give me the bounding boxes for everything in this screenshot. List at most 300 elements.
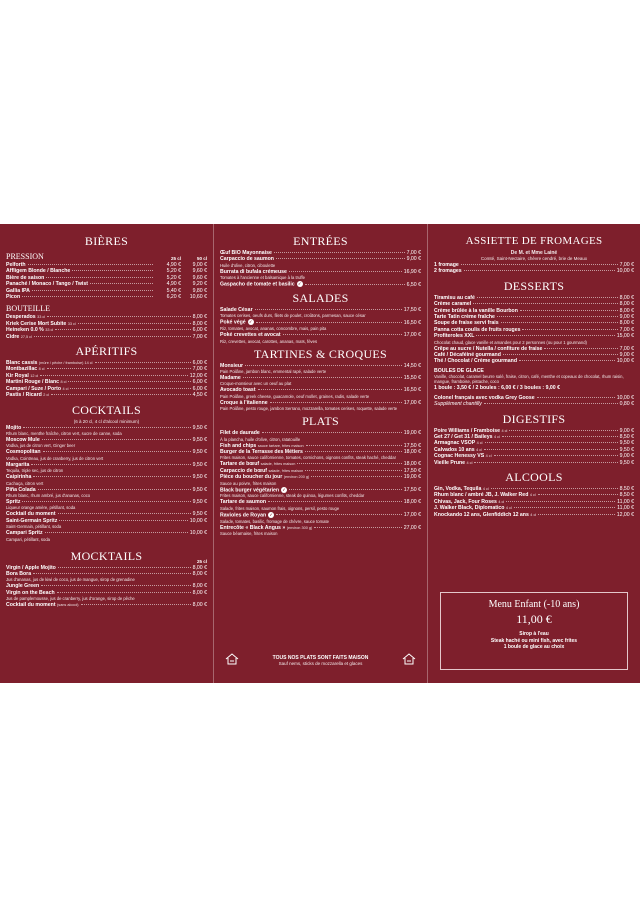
section-title-fromages: ASSIETTE DE FROMAGES	[465, 235, 603, 247]
kids-menu-title: Menu Enfant (-10 ans)	[488, 599, 580, 610]
item-name-text: Panna cotta coulis de fruits rouges	[434, 326, 521, 333]
item-name-text: Panaché / Monaco / Tango / Twist	[6, 281, 88, 288]
item-name-text: Rhum blanc / ambré JB, J. Walker Red	[434, 492, 529, 499]
kids-menu-item: Steak haché ou mini fish, avec frites	[490, 637, 578, 644]
item-name-text: Avocado toast	[220, 387, 256, 394]
alcools-list	[434, 486, 634, 518]
item-volume: 8 cl	[38, 367, 45, 372]
fromages-list	[434, 262, 634, 275]
section-title-alcools: ALCOOLS	[505, 469, 563, 484]
item-name-text: Madame	[220, 375, 241, 381]
mocktails-list	[6, 565, 207, 609]
item-price: 8,50 €	[619, 492, 634, 499]
item-name-text: Montbazillac	[6, 366, 38, 373]
item-price: 14,50 €	[403, 362, 421, 369]
item-description: Salade, frites maison, saumon frais, oignons, persil, pesto rouge	[220, 505, 340, 511]
item-price: 17,00 €	[403, 512, 421, 519]
item-price: 6,00 €	[192, 385, 207, 392]
bottle-row	[6, 334, 207, 340]
tartines-list	[220, 363, 421, 412]
item-name-text: Pastis / Ricard	[6, 392, 42, 399]
cocktails-list	[6, 425, 207, 542]
glace-prices: 1 boule : 3,50 € / 2 boules : 6,00 € / 3 boules : 9,00 €	[434, 385, 560, 392]
alcool-row	[434, 512, 634, 518]
item-volume: 4 cl	[485, 454, 492, 459]
cocktails-note: (6 à 20 cl, 4 cl d'alcool minimum)	[73, 418, 140, 424]
item-name-text: Kir Royal	[6, 372, 29, 379]
dot-leader	[538, 514, 614, 515]
dot-leader	[497, 316, 618, 317]
item-name-text: Fish and chips	[220, 442, 257, 449]
item-name-text: Thé / Chocolat / Crème gourmand	[434, 358, 518, 365]
section-title-desserts: DESSERTS	[503, 278, 565, 293]
item-price-25: 4,90 €	[166, 281, 181, 288]
item-name-text: Vieille Prune	[434, 459, 466, 466]
item-name-text: Armagnac VSOP	[434, 440, 476, 447]
item-price: 6,00 €	[192, 327, 207, 334]
item-name	[434, 268, 462, 274]
item-price: 10,00 €	[189, 517, 207, 524]
fromage-row	[434, 268, 634, 274]
dot-leader	[78, 323, 191, 324]
item-description: À la plancha, huile d'olive, citron, ratatouille	[220, 436, 301, 442]
dot-leader	[461, 264, 618, 265]
dot-leader	[42, 439, 191, 440]
dot-leader	[256, 322, 402, 323]
dot-leader	[43, 451, 191, 452]
item-volume: 8 cl	[60, 380, 67, 385]
item-description: Tomates cerises, oeufs durs, filets de poulet, croûtons, parmesan, sauce césar	[220, 313, 366, 319]
item-name-text: Gin, Vodka, Tequila	[434, 485, 482, 492]
dot-leader	[509, 430, 617, 431]
item-name	[434, 358, 517, 364]
item-name-text: Saint-Germain Spritz	[6, 517, 58, 524]
item-name	[220, 487, 287, 494]
item-price: 9,00 €	[619, 314, 634, 321]
item-volume: 4 cl	[482, 486, 489, 491]
item-name-text: Knockando 12 ans, Glenfiddich 12 ans	[434, 511, 529, 518]
section-title-bieres: BIÈRES	[84, 234, 129, 248]
item-inline-desc: (environ 300 g)	[286, 525, 313, 530]
item-name	[6, 392, 49, 398]
item-volume: 4 cl	[494, 434, 500, 439]
dot-leader	[502, 436, 618, 437]
item-name-text: Piña Colada	[6, 486, 36, 493]
item-description: Chocolat chaud, glace vanille et amandes pour 2 personnes (ou pour 1 gourmand)	[434, 339, 587, 345]
item-name	[220, 281, 303, 288]
dot-leader	[34, 336, 191, 337]
item-name-text: Œuf BIO Mayonnaise	[220, 250, 272, 256]
item-price-50: 9,00 €	[192, 262, 207, 268]
item-name-text: Picon	[6, 294, 21, 301]
item-name-text: Tarte Tatin crème fraîche	[434, 314, 495, 321]
dot-leader	[262, 432, 402, 433]
dot-leader	[258, 389, 402, 390]
item-volume: 27,5 cl	[20, 334, 32, 339]
entrees-list	[220, 250, 421, 288]
kids-menu-item: 1 boule de glace au choix	[503, 644, 565, 650]
item-price: 17,50 €	[403, 307, 421, 313]
dot-leader	[33, 476, 190, 477]
item-name-text: Soupe de fraise servi frais	[434, 320, 499, 327]
dot-leader	[23, 427, 190, 428]
dot-leader	[283, 334, 402, 335]
menu-spread	[0, 224, 640, 683]
item-name-text: Burrata di bufala crémeuse	[220, 268, 287, 275]
dot-leader	[514, 507, 615, 508]
dot-leader	[544, 348, 617, 349]
item-name-text: Campari / Suze / Porto	[6, 385, 62, 392]
dot-leader	[473, 303, 617, 304]
item-price: 8,50 €	[619, 433, 634, 440]
dot-leader	[538, 494, 618, 495]
item-name-text: Burger de la Terrasse des Métiers	[220, 449, 303, 456]
item-price: 27,00 €	[403, 524, 421, 531]
dot-leader	[522, 329, 617, 330]
house-icon	[401, 651, 417, 667]
dot-leader	[72, 270, 153, 271]
item-price: 10,00 €	[616, 268, 634, 275]
item-description: Saint-Germain, pétillant, soda	[6, 524, 62, 530]
section-title-cocktails: COCKTAILS	[71, 402, 142, 417]
item-description: Croque-monsieur avec un oeuf au plat	[220, 381, 292, 387]
digestif-row	[434, 460, 634, 466]
item-description: Pain Poilâne, pesto rouge, jambon Serrano, mozzarella, tomates cerises, roquette, salade verte	[220, 406, 398, 412]
dot-leader	[245, 365, 402, 366]
item-volume: 4 cl	[476, 441, 483, 446]
item-name	[6, 294, 20, 300]
item-price: 10,00 €	[189, 530, 207, 537]
dot-leader	[503, 354, 618, 355]
item-price: 16,90 €	[403, 268, 421, 275]
item-price: 8,00 €	[192, 564, 207, 571]
dot-leader	[476, 335, 614, 336]
item-price: 7,00 €	[192, 366, 207, 373]
item-description: Salade, tomates, basilic, fromage de chèvre, sauce tomate	[220, 518, 329, 524]
item-name-text: Crêpe au sucre / Nutella / confiture de fraise	[434, 345, 543, 352]
glace-desc: Vanille, chocolat, caramel beurre salé, fraise, citron, café, menthe et copeaux de chocolat, rhum raisin, mangue, framboise, pistache, coco	[434, 374, 624, 385]
item-volume: 4 cl	[505, 506, 512, 511]
dot-leader	[485, 442, 618, 443]
item-volume: 4 cl	[498, 499, 505, 504]
item-name-text: Mojito	[6, 424, 22, 431]
item-price-50: 9,20 €	[192, 281, 207, 288]
item-price: 17,00 €	[403, 399, 421, 406]
item-name-text: Black burger végétarien	[220, 487, 280, 494]
item-name-text: Calvados 10 ans	[434, 446, 475, 453]
item-description: Vodka, Cointreau, jus de cranberry, jus de citron vert	[6, 455, 104, 461]
dot-leader	[68, 381, 190, 382]
mocktail-row	[6, 602, 207, 608]
homemade-title: TOUS NOS PLATS SONT FAITS MAISON	[272, 655, 369, 661]
item-price: 7,00 €	[619, 345, 634, 352]
item-volume: 4 cl	[530, 512, 537, 517]
item-price: 4,50 €	[192, 392, 207, 399]
item-volume: 33 cl	[45, 328, 54, 333]
item-description: Sauce béarnaise, frites maison	[220, 531, 278, 537]
item-description: Sauce au poivre, frites maison	[220, 480, 277, 486]
item-name-text: Cidre	[6, 333, 20, 340]
dot-leader	[306, 445, 402, 446]
column-drinks	[0, 224, 213, 683]
item-price: 8,00 €	[192, 602, 207, 609]
section-title-plats: PLATS	[302, 414, 339, 429]
item-name-text: 2 fromages	[434, 268, 462, 275]
dot-leader	[57, 592, 191, 593]
item-description: Rhum blanc, rhum ambré, jus d'ananas, coco	[6, 492, 91, 498]
item-name-text: Cocktail du moment	[6, 602, 56, 609]
item-price: 8,00 €	[619, 301, 634, 308]
item-inline-desc: (environ 200 g)	[283, 475, 310, 480]
item-name-text: Bière de saison	[6, 274, 45, 281]
item-volume: 33 cl	[67, 321, 76, 326]
item-price: 16,50 €	[403, 319, 421, 326]
section-title-salades: SALADES	[292, 291, 349, 305]
item-price: 18,00 €	[403, 461, 421, 468]
item-name-text: Crème caramel	[434, 301, 472, 308]
item-name	[220, 512, 274, 519]
dot-leader	[95, 362, 191, 363]
item-price: 9,00 €	[619, 427, 634, 434]
item-price: 15,50 €	[403, 375, 421, 381]
item-volume: 4 cl	[466, 460, 473, 465]
item-price: 9,50 €	[192, 474, 207, 481]
chantilly-row: Supplément chantilly 0,80 €	[434, 401, 634, 408]
item-price: 8,00 €	[619, 320, 634, 327]
item-price: 7,00 €	[406, 250, 421, 256]
dot-leader	[243, 377, 402, 378]
item-volume: 4 cl	[501, 428, 508, 433]
item-description: Tomates à l'ancienne et balsamique à la truffe	[220, 275, 305, 281]
item-name-text: Poké végé	[220, 319, 246, 326]
dot-leader	[491, 488, 618, 489]
homemade-subtitle: Sauf nems, sticks de mozzarella et glaces	[278, 661, 363, 666]
item-price: 6,00 €	[192, 360, 207, 367]
item-price: 9,50 €	[192, 486, 207, 493]
item-price: 9,50 €	[192, 424, 207, 431]
dot-leader	[81, 604, 191, 605]
salades-list	[220, 307, 421, 344]
item-price-25: 5,20 €	[166, 268, 181, 275]
item-name-text: Caipirinha	[6, 474, 32, 481]
item-description: Riz, crevettes, avocat, carottes, ananas, maïs, fèves	[220, 338, 318, 344]
item-price: 12,00 €	[189, 372, 207, 379]
item-price: 15,00 €	[616, 333, 634, 340]
dot-leader	[58, 567, 191, 568]
item-volume: 4 cl	[529, 493, 536, 498]
item-name-text: Gaspacho de tomate et basilic	[220, 281, 295, 288]
dot-leader	[31, 464, 190, 465]
item-price: 9,00 €	[619, 453, 634, 460]
item-name-text: Spritz	[6, 498, 21, 505]
dot-leader	[255, 309, 402, 310]
item-name-text: Tiramisu au café	[434, 294, 475, 301]
item-price: 9,50 €	[192, 461, 207, 468]
item-name-text: Affligem Blonde / Blanche	[6, 268, 71, 275]
item-name-text: J. Walker Black, Diplomatico	[434, 505, 505, 512]
item-price: 17,50 €	[403, 467, 421, 474]
item-price-50: 9,60 €	[192, 268, 207, 275]
glace-title-row: BOULES DE GLACE	[434, 367, 484, 374]
item-name-text: Monsieur	[220, 362, 244, 369]
leaf-icon: ✓	[297, 281, 302, 287]
item-name-text: Heineken 0.0 %	[6, 327, 44, 334]
desserts-list	[434, 295, 634, 365]
item-description: Riz, tomates, avocat, ananas, concombre, mais, pain pita	[220, 326, 327, 332]
item-name-text: Jungle Green	[6, 583, 40, 590]
dot-leader	[289, 489, 402, 490]
dot-leader	[305, 470, 401, 471]
item-volume: 4 cl	[476, 447, 483, 452]
item-name-text: Blanc cassis	[6, 360, 38, 367]
item-description: Frites maison, sauce californienne, tomates, cornichons, oignons confits, steak haché, cheddar	[220, 455, 396, 461]
item-description: Pain Poilâne, greek cheese, guacamole, oeuf mollet, graines, radis, salade verte	[220, 393, 370, 399]
dot-leader	[90, 283, 153, 284]
column-desserts	[428, 224, 640, 683]
item-name-text: Poké crevettes et avocat	[220, 332, 281, 339]
item-description: Cachaça, citron vert	[6, 480, 44, 486]
item-price-25: 5,20 €	[166, 274, 181, 281]
item-name-text: Desperados	[6, 314, 36, 321]
item-inline-desc: salade, frites maison	[268, 468, 304, 473]
item-name-text: Margarita	[6, 461, 30, 468]
item-price: 16,50 €	[403, 387, 421, 394]
item-name-text: Tartare de saumon	[220, 499, 267, 506]
item-price: 17,50 €	[403, 442, 421, 449]
item-name-text: Filet de daurade	[220, 430, 260, 437]
dot-leader	[520, 310, 618, 311]
item-volume: 2 cl	[43, 393, 50, 398]
item-price: 9,50 €	[192, 511, 207, 518]
item-name	[6, 334, 32, 340]
dot-leader	[519, 360, 615, 361]
item-price: 9,50 €	[619, 459, 634, 466]
item-name-text: Get 27 / Get 31 / Baileys	[434, 433, 493, 440]
item-price: 9,50 €	[192, 436, 207, 443]
item-name-text: 1 fromage	[434, 262, 459, 268]
item-name-text: Pelforth	[6, 262, 26, 268]
item-description: Huile d'olive, citron, ciboulette	[220, 262, 276, 268]
section-title-entrees: ENTRÉES	[293, 234, 348, 248]
item-price: 8,50 €	[619, 485, 634, 492]
dot-leader	[494, 455, 618, 456]
item-volume: 4 cl	[62, 386, 69, 391]
item-name-text: Profiteroles XXL	[434, 333, 475, 340]
homemade-footer	[220, 649, 421, 675]
item-name-text: Ravioles de Royan	[220, 512, 267, 519]
item-name-text: Bora Bora	[6, 570, 32, 577]
item-description: Vodka, jus de citron vert, Ginger beer	[6, 443, 76, 449]
item-name-text: Cosmopolitan	[6, 449, 41, 456]
item-price: 8,00 €	[192, 320, 207, 327]
mocktails-col-header: 25 cl	[196, 558, 207, 564]
dot-leader	[41, 585, 190, 586]
plats-list	[220, 430, 421, 536]
item-price: 7,00 €	[619, 262, 634, 268]
digestifs-list	[434, 428, 634, 466]
item-price: 7,00 €	[619, 326, 634, 333]
dot-leader	[40, 375, 187, 376]
dot-leader	[70, 388, 190, 389]
item-price: 10,00 €	[616, 358, 634, 365]
item-price: 8,00 €	[192, 583, 207, 590]
item-name-text: Crème brûlée à la vanille Bourbon	[434, 307, 518, 314]
pression-col-headers: 25 cl 50 cl	[170, 256, 207, 261]
dot-leader	[464, 270, 615, 271]
dot-leader	[33, 573, 190, 574]
item-price: 8,00 €	[192, 570, 207, 577]
dot-leader	[276, 258, 405, 259]
item-price: 9,50 €	[192, 449, 207, 456]
item-price: 8,00 €	[619, 307, 634, 314]
dot-leader	[276, 514, 402, 515]
dot-leader	[22, 296, 153, 297]
item-name-text: Cognac Henessy VS	[434, 453, 485, 460]
dot-leader	[22, 501, 190, 502]
item-price-50: 9,80 €	[192, 287, 207, 294]
pression-title: PRESSION	[6, 252, 44, 261]
item-name-text: Pièce du boucher du jour	[220, 474, 283, 481]
item-description: Campari, pétillant, soda	[6, 536, 50, 542]
dot-leader	[28, 264, 153, 265]
item-name-text: Gallia IPA	[6, 287, 30, 294]
item-price: 8,00 €	[192, 589, 207, 596]
dot-leader	[270, 402, 402, 403]
item-price: 12,00 €	[616, 511, 634, 518]
item-name-text: Campari Spritz	[6, 530, 43, 537]
item-inline-desc: salade, frites maison	[260, 462, 296, 467]
dot-leader	[45, 532, 188, 533]
dot-leader	[274, 252, 405, 253]
kids-menu-item: Sirop à l'eau	[519, 631, 549, 637]
item-inline-desc: sauce tartare, frites maison	[257, 443, 304, 448]
dot-leader	[506, 501, 615, 502]
section-title-digestifs: DIGESTIFS	[502, 411, 566, 426]
item-price-25: 6,20 €	[166, 294, 181, 301]
item-price: 17,50 €	[403, 487, 421, 494]
dot-leader	[305, 451, 402, 452]
item-price-25: 5,40 €	[166, 287, 181, 294]
item-name-text: Tartare de bœuf	[220, 461, 260, 468]
colonel-row: Colonel français avec vodka Grey Goose 10,00 €	[434, 394, 634, 401]
dot-leader	[484, 449, 618, 450]
item-name-text: Chivas, Jack, Four Roses	[434, 498, 497, 505]
item-price: 11,00 €	[617, 498, 634, 505]
dot-leader	[38, 489, 191, 490]
dot-leader	[305, 284, 405, 285]
item-name	[6, 602, 79, 608]
item-volume: (mûre / pêche / framboise) 14 cl	[38, 361, 93, 366]
item-price: 19,00 €	[403, 430, 421, 437]
leaf-icon: ✓	[282, 486, 286, 492]
bouteille-title: BOUTEILLE	[6, 304, 50, 314]
item-price: 18,00 €	[403, 499, 421, 506]
item-name-text: Moscow Mule	[6, 436, 40, 443]
salade-row	[220, 319, 421, 326]
item-description: Frites maison, sauce californienne, steak de quinoa, légumes confits, cheddar	[220, 493, 365, 499]
item-name	[434, 512, 536, 518]
kids-menu-price: 11,00 €	[516, 612, 552, 626]
item-description: Pain Poilâne, jambon blanc, emmental rapé, salade verte	[220, 369, 327, 374]
item-name-text: Carpaccio de saumon	[220, 256, 274, 263]
dot-leader	[46, 277, 153, 278]
item-name-text: Cocktail du moment	[6, 511, 56, 518]
item-name-text: Café / Décaféiné gourmand	[434, 352, 501, 359]
item-name-text: Croque à l'italienne	[220, 399, 268, 406]
item-price-50: 9,60 €	[192, 274, 207, 281]
item-name	[434, 460, 472, 466]
item-price: 9,00 €	[619, 352, 634, 359]
